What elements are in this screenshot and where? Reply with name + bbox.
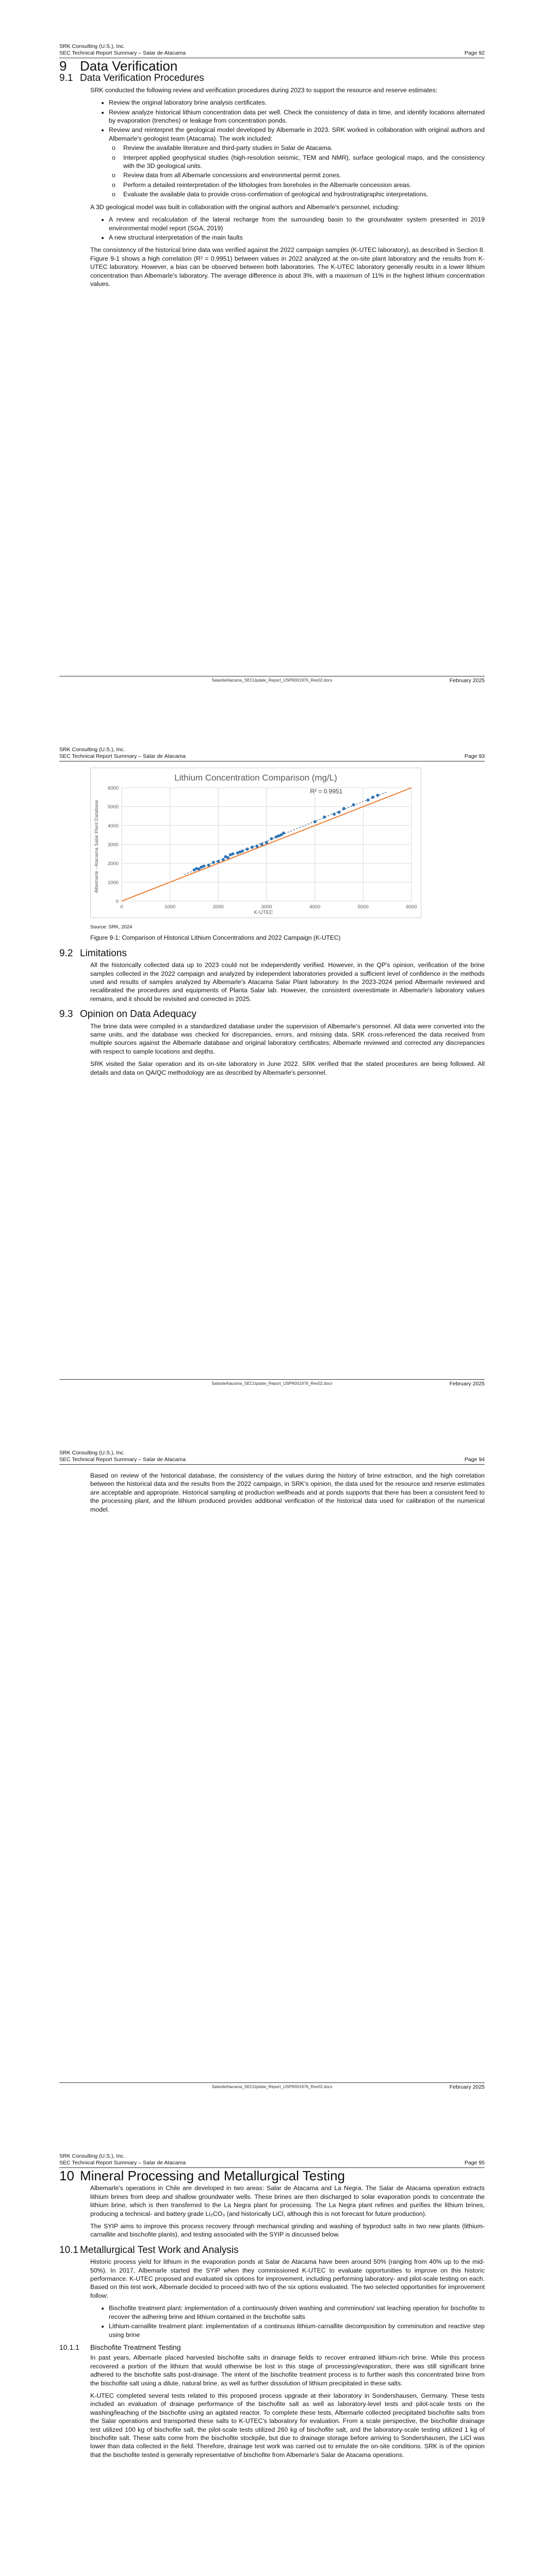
page-93 (0, 703, 544, 1406)
chart-point (222, 858, 225, 861)
chart-point (231, 852, 234, 855)
list-item: • Review and reinterpret the geological model developed by Albemarle in 2023. SRK worked in collaboration with original authors and Albemarle's geologist team (Atacama). The work included: o Review the available literature and third-party studies in Salar de Atacama. o Interpret applied geophysical studies (high-resolution seismic, TEM and NMR), surface geological maps, and the consistency with the 3D geological units. o Review data from all Albemarle concessions and environmental permit zones. o Perform a detailed reinterpretation of the lithologies from boreholes in the Albemarle concession areas. o Evaluate the available data to provide cross-confirmation of geological and hydrostratigraphic interpretations. (109, 126, 485, 198)
chart-point (246, 848, 249, 851)
paragraph: All the historically collected data up to 2023 could not be independently verified. However, in the QP's opinion, verification of the brine samples collected in the 2022 campaign and analyzed by independent laboratories provided a sufficient level of confidence in the methods used and results of samples analyzed by Albemarle's Atacama Salar Plant laboratory. In the 2023-2024 period Albemarle reviewed and recalibrated the procedures and equipments of Planta Salar lab. However, the consistent overestimate in Albemarle's laboratory values remains, and it should be revisited and corrected in 2025. (90, 961, 485, 1003)
figure-source: Source: SRK, 2024 (90, 924, 133, 930)
list-item: o Review data from all Albemarle concessions and environmental permit zones. (112, 171, 485, 179)
figure-caption: Figure 9-1: Comparison of Historical Lithium Concentrations and 2022 Campaign (K-UTEC) (90, 934, 341, 942)
page-footer (59, 2084, 485, 2089)
sub-bullet-list (109, 144, 485, 198)
chart-point (352, 803, 355, 806)
page-number: Page 93 (464, 753, 485, 759)
header-report: SEC Technical Report Summary – Salar de Atacama (59, 2160, 186, 2166)
footer-date: February 2025 (449, 677, 485, 684)
chart-y-tick-label: 3000 (107, 842, 119, 848)
chart-y-axis-label: Albemarle - Atacama Salar Plant Database (94, 800, 100, 893)
list-item: • A review and recalculation of the lateral recharge from the surrounding basin to the groundwater system presented in 2019 environmental model report (SGA, 2019) (109, 215, 485, 232)
section-10-1-1-heading: 10.1.1 Bischofite Treatment Testing (59, 2343, 181, 2351)
page-header (59, 43, 485, 57)
chart-y-tick-label: 5000 (107, 804, 119, 810)
paragraph: The consistency of the historical brine data was verified against the 2022 campaign samples (K-UTEC laboratory), as described in Section 8. Figure 9-1 shows a high correlation (R² = 0.9951) between values in 2022 analyzed at the on-site plant laboratory and the results from K-UTEC laboratory. However, a bias can be observed between both laboratories. The K-UTEC laboratory generally results in a lower lithium concentration than Albemarle's laboratory. The average difference is about 3%, with a maximum of 11% in the highest lithium concentration values. (90, 246, 485, 287)
header-report: SEC Technical Report Summary – Salar de Atacama (59, 753, 186, 759)
page-body (59, 2168, 485, 2463)
paragraph: Albemarle's operations in Chile are developed in two areas: Salar de Atacama and La Negra. The Salar de Atacama operation extracts lithium brines from deep and shallow groundwater wells. These brines are then discharged to solar evaporation ponds to concentrate the lithium brine, which is then transferred to the La Negra plant for processing. The La Negra plant refines and purifies the lithium brines, producing a technical- and battery grade Li₂CO₃ (and historically LiCl, although this is not forecast for future production). (90, 2184, 485, 2217)
paragraph: SRK conducted the following review and verification procedures during 2023 to support the resource and reserve estimates: (90, 86, 438, 94)
chart-x-tick-label: 4000 (309, 904, 321, 910)
paragraph: K-UTEC completed several tests related to this proposed process upgrade at their laboratory in Sondershausen, Germany. These tests included an evaluation of drainage performance of the bischofite salt as well as laboratory-level tests and pilot-scale tests on the washing/leaching of the bischofite using an agitated reactor. To complete these tests, Albemarle collected precipitated bischofite salts from the Salar operations and transported these salts to K-UTEC's laboratory for evaluation. From a scale perspective, the bischofite drainage test utilized 100 kg of bischofite salt, the pilot-scale tests utilized 260 kg of bischofite salt, and the laboratory-scale testing utilized 1 kg of bischofite salt. These salts come from the bischofite stockpile, but due to drainage storage before arriving to Sondershausen, the LiCl was lower than data collected in the field. Therefore, drainage test work was carried out to emulate the on-site conditions. SRK is of the opinion that the bischofite tested is generally representative of bischofite from Albemarle's Salar de Atacama operations. (90, 2392, 485, 2459)
chart-point (338, 811, 341, 814)
chart-point (323, 816, 326, 819)
page-body (59, 58, 485, 292)
page-94 (0, 1406, 544, 2110)
page-95 (0, 2110, 544, 2576)
list-item: o Evaluate the available data to provide cross-confirmation of geological and hydrostratigraphic interpretations. (112, 190, 485, 198)
list-item: • Review the original laboratory brine analysis certificates. (109, 98, 485, 107)
chart-y-tick-label: 6000 (107, 785, 119, 791)
chart-point (376, 794, 379, 797)
list-item: o Review the available literature and third-party studies in Salar de Atacama. (112, 144, 485, 152)
page-body (59, 1471, 485, 1518)
paragraph: Historic process yield for lithium in the evaporation ponds at Salar de Atacama have been around 50% (ranging from 40% up to the mid-50%). In 2017, Albemarle started the SYIP when they commissioned K-UTEC to evaluate opportunities to improve on this historic performance. K-UTEC proposed and evaluated six options for improvement, including performing laboratory- and pilot-scale testing on each. Based on this test work, Albemarle decided to proceed with two of the six options evaluated. The two selected opportunities for improvement follow: (90, 2258, 485, 2299)
list-item: • Bischofite treatment plant: implementation of a continuously driven washing and comminution/ vat leaching operation for bischofite to recover the adhering brine and lithium contained in the bischofite salts (109, 2304, 485, 2321)
footer-date: February 2025 (449, 2084, 485, 2090)
chart-x-tick-label: 5000 (357, 904, 369, 910)
bullet-list (101, 2304, 485, 2339)
chart-point (217, 860, 220, 863)
bullet-list (101, 215, 485, 242)
chart-point (333, 812, 336, 816)
bullet-list (101, 98, 485, 198)
chart-points (193, 794, 380, 872)
chart-point (255, 845, 258, 848)
section-9-heading: 9 Data Verification (59, 58, 178, 74)
list-item: o Interpret applied geophysical studies (high-resolution seismic, TEM and NMR), surface geological maps, and the consistency with the 3D geological units. (112, 154, 485, 171)
list-item: • Lithium-carnallite treatment plant: implementation of a continuous lithium-carnallite decomposition by comminution and reactive step using brine (109, 2322, 485, 2339)
section-9-3-heading: 9.3 Opinion on Data Adequacy (59, 1009, 197, 1020)
chart-point (260, 843, 263, 846)
chart-point (314, 820, 317, 823)
chart-x-axis-label: K-UTEC (254, 910, 273, 916)
chart-x-tick-label: 3000 (261, 904, 272, 910)
section-10-1-heading: 10.1 Metallurgical Test Work and Analysis (59, 2244, 239, 2256)
page-92 (0, 0, 544, 703)
page-number: Page 94 (464, 1456, 485, 1463)
header-company: SRK Consulting (U.S.), Inc. (59, 43, 125, 49)
chart-point (197, 868, 201, 871)
chart-y-tick-label: 4000 (107, 823, 119, 829)
chart-x-tick-label: 0 (120, 904, 123, 910)
header-report: SEC Technical Report Summary – Salar de Atacama (59, 50, 186, 56)
chart-point (371, 795, 374, 799)
chart-svg (91, 768, 421, 918)
chart-y-tick-label: 0 (116, 899, 119, 905)
chart-point (342, 807, 345, 810)
chart-r2-annotation: R² = 0.9951 (310, 788, 343, 795)
page-header (59, 747, 485, 760)
chart-point (207, 863, 210, 867)
paragraph: SRK visited the Salar operation and its on-site laboratory in June 2022. SRK verified that the stated procedures are being followed. All details and data on QA/QC methodology are as described by Albemarle's personnel. (90, 1060, 485, 1076)
chart-point (202, 865, 205, 868)
page-body (59, 768, 485, 1081)
page-number: Page 95 (464, 2160, 485, 2166)
chart-x-tick-label: 1000 (164, 904, 176, 910)
chart-point (212, 861, 215, 864)
section-9-1-heading: 9.1 Data Verification Procedures (59, 73, 204, 84)
chart-point (241, 850, 244, 853)
footer-filename: SalardeAtacama_SECUpdate_Report_USPR001976_Rev02.docx (211, 678, 333, 683)
chart-y-tick-label: 1000 (107, 879, 119, 886)
chart-title: Lithium Concentration Comparison (mg/L) (174, 773, 337, 783)
list-item: • Review analyze historical lithium concentration data per well. Check the consistency of data in time, and identify locations alternated by evaporation (trenches) or leakage from concentration ponds. (109, 108, 485, 125)
section-10-heading: 10 Mineral Processing and Metallurgical Testing (59, 2168, 345, 2183)
footer-date: February 2025 (449, 1381, 485, 1387)
page-footer (59, 1381, 485, 1386)
chart-x-tick-label: 6000 (406, 904, 417, 910)
paragraph: The SYIP aims to improve this process recovery through mechanical grinding and washing of byproduct salts in two new plants (lithium-carnallite and bischofite plants), and testing associated with the SYIP is discussed below. (90, 2223, 485, 2239)
header-company: SRK Consulting (U.S.), Inc. (59, 1450, 125, 1456)
lithium-comparison-chart (90, 768, 421, 918)
page-header (59, 2153, 485, 2166)
list-item: • A new structural interpretation of the main faults (109, 233, 485, 242)
list-item: o Perform a detailed reinterpretation of the lithologies from boreholes in the Albemarle concession areas. (112, 181, 485, 189)
header-company: SRK Consulting (U.S.), Inc. (59, 747, 125, 753)
chart-point (251, 846, 254, 849)
footer-filename: SalardeAtacama_SECUpdate_Report_USPR001976_Rev02.docx (211, 1381, 333, 1386)
chart-x-tick-label: 2000 (212, 904, 224, 910)
chart-point (270, 837, 273, 840)
chart-point (265, 841, 268, 844)
chart-point (226, 856, 229, 859)
section-9-2-heading: 9.2 Limitations (59, 947, 127, 959)
paragraph: The brine data were compiled in a standardized database under the supervision of Albemarle's personnel. All data were converted into the same units, and the database was checked for discrepancies, errors, and missing data. SRK cross-referenced the data received from multiple sources against the Albemarle database and original laboratory certificates; Albemarle reviewed and corrected any discrepancies with respect to sample locations and depths. (90, 1022, 485, 1055)
paragraph: A 3D geological model was built in collaboration with the original authors and Albemarle's personnel, including: (90, 203, 400, 211)
chart-y-tick-label: 2000 (107, 861, 119, 867)
header-report: SEC Technical Report Summary – Salar de Atacama (59, 1456, 186, 1463)
chart-point (279, 834, 283, 837)
page-footer (59, 678, 485, 683)
footer-filename: SalardeAtacama_SECUpdate_Report_USPR001976_Rev02.docx (211, 2084, 333, 2089)
page-number: Page 92 (464, 50, 485, 56)
chart-point (367, 799, 370, 802)
header-company: SRK Consulting (U.S.), Inc. (59, 2153, 125, 2159)
page-header (59, 1450, 485, 1463)
chart-point (282, 832, 285, 835)
paragraph: In past years, Albemarle placed harvested bischofite salts in drainage fields to recover entrained lithium-rich brine. While this process recovered a portion of the lithium that would otherwise be lost in this stage of processing/evaporation, there was still significant brine adhered to the bischofite salts post-drainage. The intent of the bischofite treatment process is to further wash this concentrated brine from the bischofite salt using a dilute, natural brine, as well as further dissolution of lithium precipitated in these salts. (90, 2354, 485, 2387)
paragraph: Based on review of the historical database, the consistency of the values during the history of brine extraction, and the high correlation between the historical data and the results from the 2022 campaign, in SRK's opinion, the data used for the resource and reserve estimates are acceptable and appropriate. Historical sampling at production wellheads and at ponds supports that there has been a consistent feed to the processing plant, and the lithium produced provides additional verification of the historical data used for calibration of the numerical model. (90, 1472, 485, 1513)
